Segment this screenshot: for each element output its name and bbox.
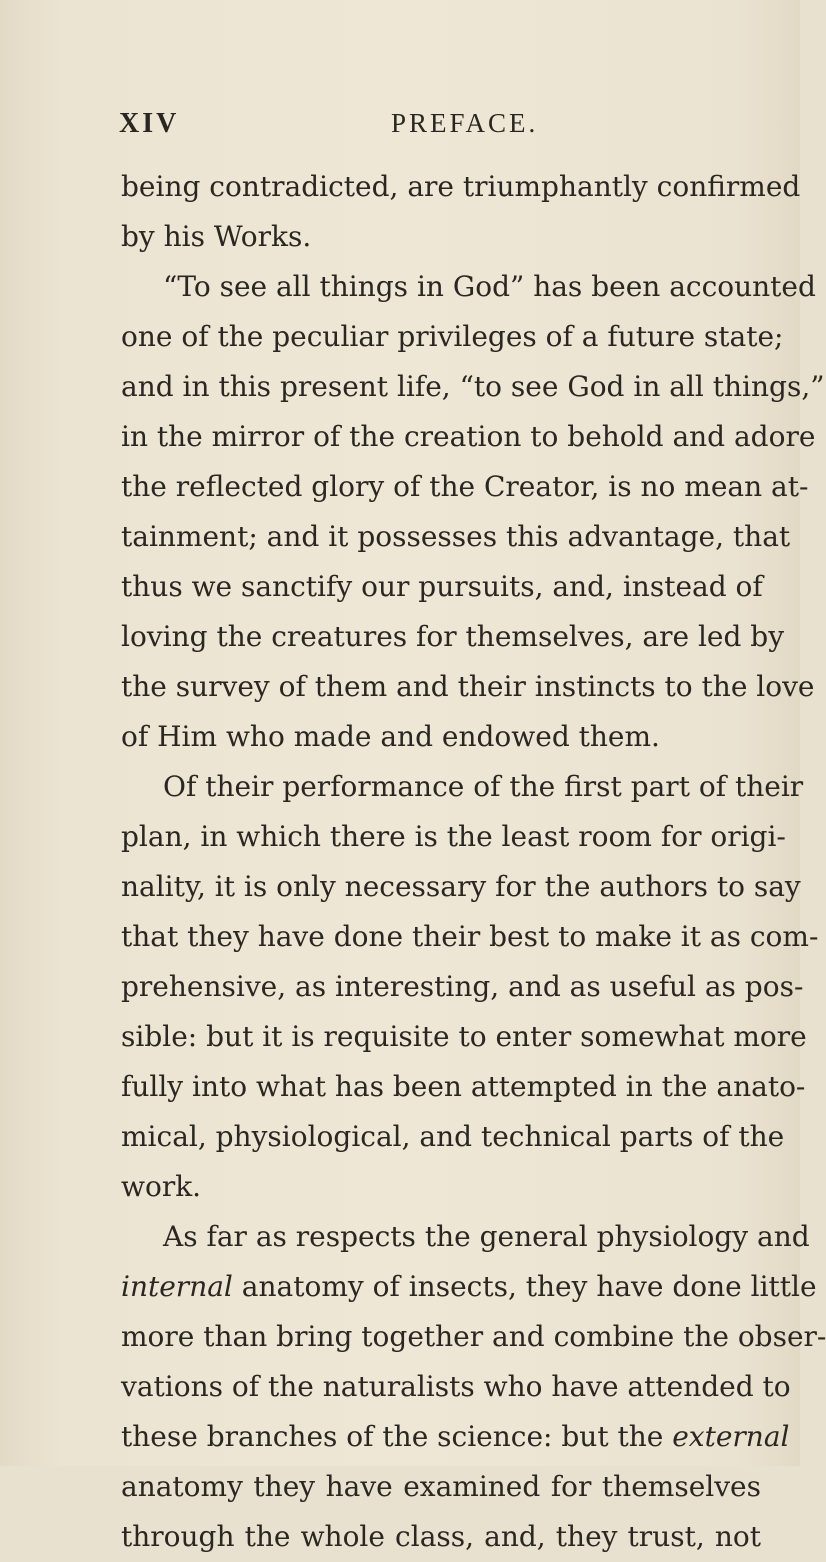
text-line: by his Works. xyxy=(121,220,312,253)
body-text xyxy=(121,162,826,1562)
text-line: As far as respects the general physiology and xyxy=(163,1220,810,1253)
italic-word: internal xyxy=(121,1270,233,1303)
page-number: XIV xyxy=(119,108,180,139)
text-line: anatomy they have examined for themselves xyxy=(121,1470,761,1503)
text-line: “To see all things in God” has been accounted xyxy=(163,270,816,303)
text-line: loving the creatures for themselves, are led by xyxy=(121,620,785,653)
text-line: more than bring together and combine the obser- xyxy=(121,1320,826,1353)
text-line: nality, it is only necessary for the authors to say xyxy=(121,870,801,903)
text-line: mical, physiological, and technical parts of the xyxy=(121,1120,785,1153)
text-line: the survey of them and their instincts to the love xyxy=(121,670,815,703)
text-line: fully into what has been attempted in the anato- xyxy=(121,1070,806,1103)
text-line: one of the peculiar privileges of a future state; xyxy=(121,320,784,353)
text-line-with-italic xyxy=(121,1262,817,1312)
italic-word: external xyxy=(672,1420,790,1453)
text-fragment: anatomy of insects, they have done little xyxy=(241,1270,817,1303)
text-line: thus we sanctify our pursuits, and, instead of xyxy=(121,570,763,603)
text-line: plan, in which there is the least room for origi- xyxy=(121,820,786,853)
text-line: of Him who made and endowed them. xyxy=(121,720,660,753)
text-line: being contradicted, are triumphantly confirmed xyxy=(121,170,801,203)
running-head xyxy=(119,108,759,144)
running-title: PREFACE. xyxy=(391,108,539,138)
text-line: and in this present life, “to see God in all things,” xyxy=(121,370,825,403)
text-line: through the whole class, and, they trust, not xyxy=(121,1520,761,1553)
text-line: vations of the naturalists who have attended to xyxy=(121,1370,791,1403)
text-line: tainment; and it possesses this advantage, that xyxy=(121,520,791,553)
text-fragment: these branches of the science: but the xyxy=(121,1420,664,1453)
text-line: work. xyxy=(121,1170,202,1203)
text-line-with-italic xyxy=(121,1412,790,1462)
text-line: Of their performance of the first part of their xyxy=(163,770,804,803)
text-line: in the mirror of the creation to behold and adore xyxy=(121,420,816,453)
text-line: prehensive, as interesting, and as useful as pos- xyxy=(121,970,804,1003)
text-line: sible: but it is requisite to enter somewhat more xyxy=(121,1020,807,1053)
text-line: the reflected glory of the Creator, is no mean at- xyxy=(121,470,809,503)
text-line: that they have done their best to make it as com- xyxy=(121,920,819,953)
